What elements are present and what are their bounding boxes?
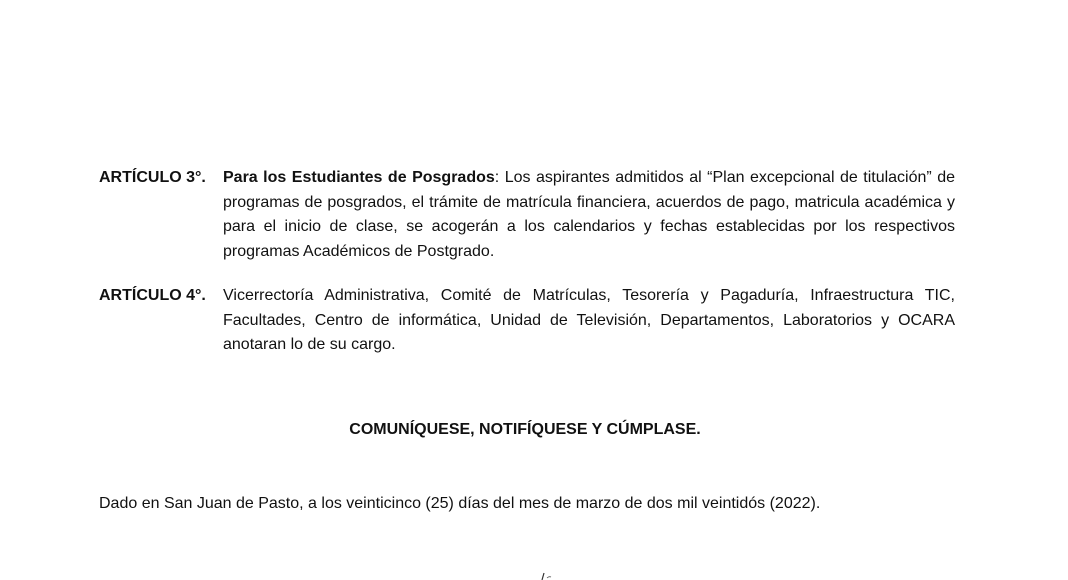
signature-fragment-icon (540, 571, 552, 580)
article-3-body (223, 166, 955, 264)
article-4-body: Vicerrectoría Administrativa, Comité de Matrículas, Tesorería y Pagaduría, Infraestructura TIC, Facultades, Centro de informática, Unidad de Televisión, Departamentos, Laboratorios y OCARA anotaran lo de su cargo. (223, 287, 955, 353)
article-3-text: : Los aspirantes admitidos al “Plan excepcional de titulación” de programas de posgrados, el trámite de matrícula financiera, acuerdos de pago, matricula académica y para el inicio de clase, se acogerán a los calendarios y fechas establecidas por los respectivos programas Académicos de Postgrado. (223, 169, 956, 260)
closing-statement: COMUNÍQUESE, NOTIFÍQUESE Y CÚMPLASE. (349, 421, 701, 438)
dated-line: Dado en San Juan de Pasto, a los veinticinco (25) días del mes de marzo de dos mil veintidós (2022). (99, 495, 821, 512)
article-3-lead: Para los Estudiantes de Posgrados (223, 169, 495, 186)
article-4 (99, 284, 955, 358)
article-3-label: ARTÍCULO 3°. (99, 169, 206, 186)
article-3 (99, 166, 955, 264)
article-4-label: ARTÍCULO 4°. (99, 287, 206, 304)
